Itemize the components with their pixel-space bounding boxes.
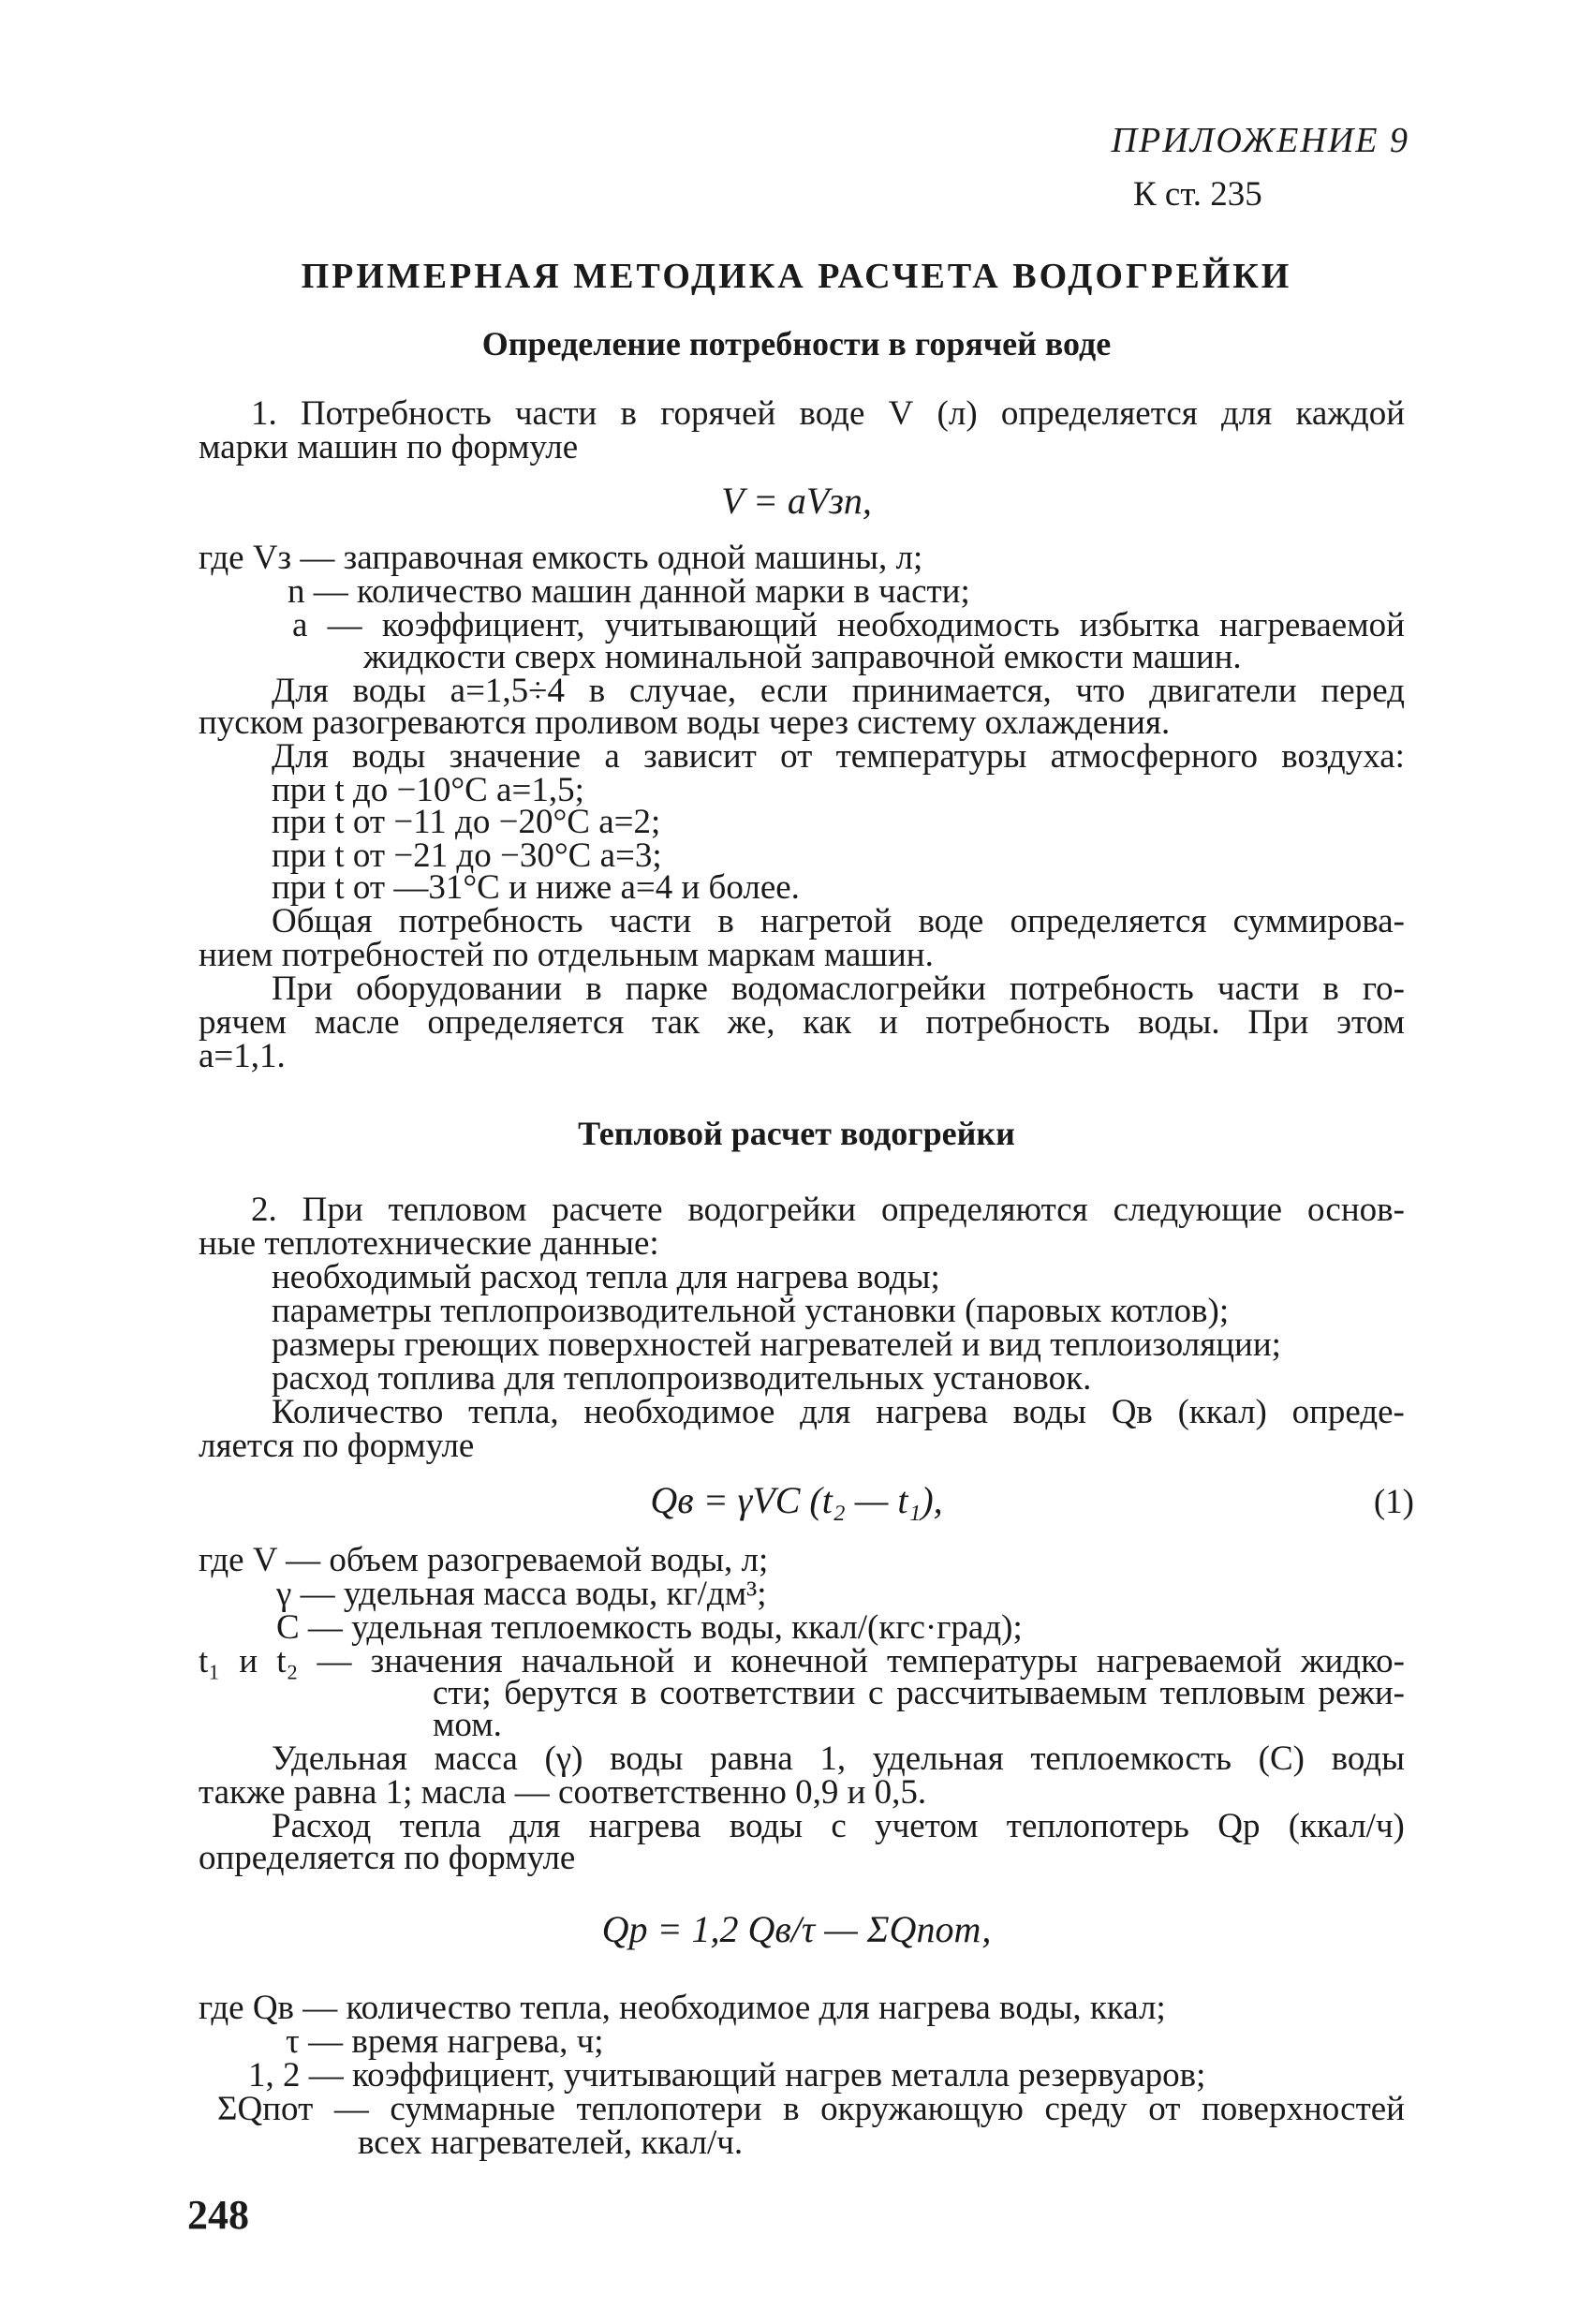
definition-line: n — количество машин данной марки в части; [288, 572, 970, 611]
text-line: Расход тепла для нагрева воды с учетом теплопотерь Qр (ккал/ч) [272, 1807, 1405, 1845]
formula-qp: Qр = 1,2 Qв/τ — ΣQпот, [601, 1908, 992, 1950]
text-line: Для воды значение a зависит от температуры атмосферного воздуха: [272, 737, 1405, 776]
definition-line: ΣQпот — суммарные теплопотери в окружающую среду от поверхностей [217, 2090, 1405, 2128]
text-line: ляется по формуле [199, 1427, 475, 1465]
page-number: 248 [187, 2192, 249, 2238]
page-title: ПРИМЕРНАЯ МЕТОДИКА РАСЧЕТА ВОДОГРЕЙКИ [301, 257, 1292, 296]
text-line: При оборудовании в парке водомаслогрейки потребность части в го- [272, 970, 1405, 1008]
list-item: размеры греющих поверхностей нагревателей и вид теплоизоляции; [272, 1325, 1281, 1364]
text-line: Удельная масса (γ) воды равна 1, удельная теплоемкость (C) воды [272, 1739, 1405, 1778]
definition-line: γ — удельная масса воды, кг/дм³; [276, 1575, 767, 1613]
list-item: при t до −10°C a=1,5; [272, 771, 584, 809]
text-line: марки машин по формуле [199, 428, 579, 466]
definition-line: t₁ и t₂ — значения начальной и конечной температуры нагреваемой жидко- [199, 1642, 1405, 1680]
list-item: при t от −11 до −20°C a=2; [272, 803, 661, 841]
text-line: a=1,1. [199, 1037, 286, 1075]
definition-line: где Vз — заправочная емкость одной машины, л; [199, 539, 923, 577]
text-line: определяется по формуле [199, 1839, 576, 1877]
definition-line: где Qв — количество тепла, необходимое для нагрева воды, ккал; [199, 1989, 1166, 2027]
formula-qv: Qв = γVC (t₂ — t₁), [650, 1479, 943, 1521]
list-item: при t от −21 до −30°C a=3; [272, 836, 662, 875]
definition-line: 1, 2 — коэффициент, учитывающий нагрев металла резервуаров; [248, 2056, 1206, 2095]
list-item: необходимый расход тепла для нагрева воды; [272, 1258, 940, 1296]
definition-line: сти; берутся в соответствии с рассчитываемым тепловым режи- [433, 1674, 1405, 1712]
definition-line: жидкости сверх номинальной заправочной емкости машин. [363, 638, 1242, 676]
list-item: параметры теплопроизводительной установки (паровых котлов); [272, 1292, 1230, 1330]
text-line: также равна 1; масла — соответственно 0,9 и 0,5. [199, 1773, 927, 1812]
text-line: Количество тепла, необходимое для нагрева воды Qв (ккал) опреде- [272, 1393, 1405, 1431]
text-line: 1. Потребность части в горячей воде V (л) определяется для каждой [251, 394, 1405, 433]
definition-line: a — коэффициент, учитывающий необходимость избытка нагреваемой [292, 606, 1405, 644]
text-line: рячем масле определяется так же, как и потребность воды. При этом [199, 1003, 1405, 1042]
page-reference: К ст. 235 [1133, 175, 1262, 214]
definition-line: C — удельная теплоемкость воды, ккал/(кгс·град); [276, 1608, 1023, 1647]
text-line: Общая потребность части в нагретой воде определяется суммирова- [272, 902, 1405, 940]
section-heading-demand: Определение потребности в горячей воде [481, 325, 1112, 363]
definition-line: τ — время нагрева, ч; [286, 2022, 604, 2061]
text-line: Для воды a=1,5÷4 в случае, если принимается, что двигатели перед [272, 672, 1405, 710]
text-line: нием потребностей по отдельным маркам машин. [199, 936, 934, 974]
text-line: ные теплотехнические данные: [199, 1224, 659, 1263]
text-line: 2. При тепловом расчете водогрейки определяются следующие основ- [251, 1191, 1405, 1229]
list-item: расход топлива для теплопроизводительных установок. [272, 1359, 1092, 1398]
list-item: при t от —31°C и ниже a=4 и более. [272, 868, 800, 907]
section-heading-thermal: Тепловой расчет водогрейки [578, 1115, 1015, 1152]
formula-v: V = aVзn, [721, 480, 872, 522]
appendix-label: ПРИЛОЖЕНИЕ 9 [1111, 121, 1409, 160]
definition-line: где V — объем разогреваемой воды, л; [199, 1541, 769, 1579]
text-line: пуском разогреваются проливом воды через систему охлаждения. [199, 703, 1171, 742]
definition-line: всех нагревателей, ккал/ч. [358, 2124, 744, 2162]
definition-line: мом. [433, 1706, 502, 1744]
equation-number: (1) [1373, 1483, 1414, 1521]
